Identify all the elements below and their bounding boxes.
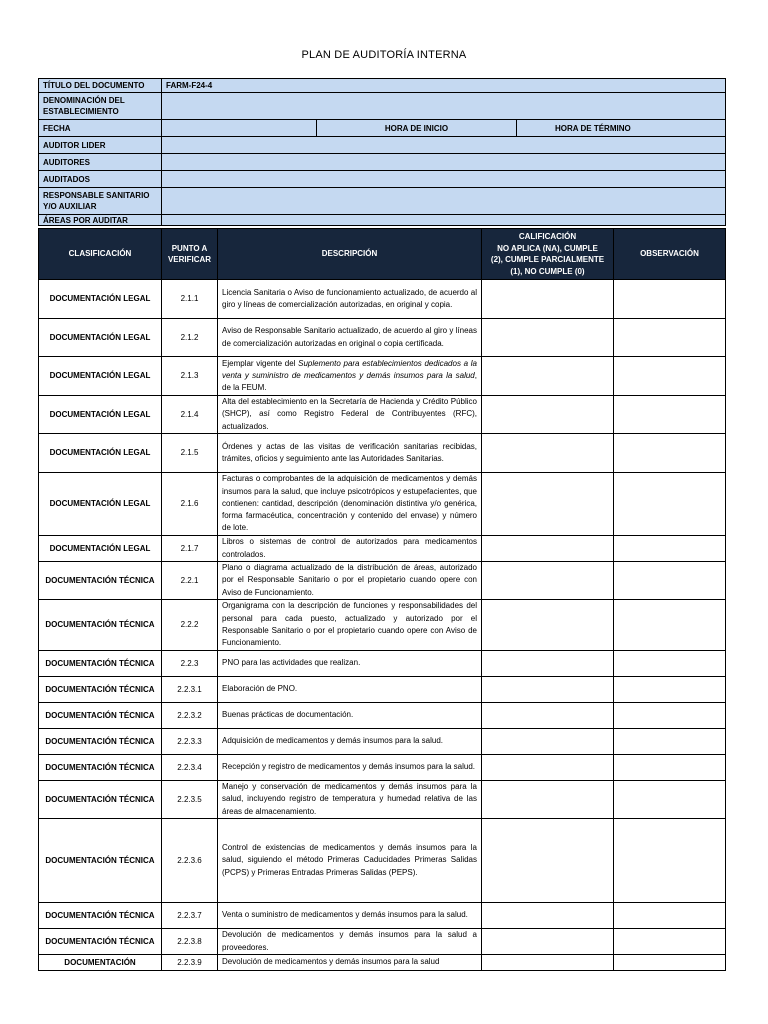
table-row bbox=[39, 755, 726, 781]
responsable-label: RESPONSABLE SANITARIO Y/O AUXILIAR bbox=[39, 188, 162, 215]
auditados-field[interactable] bbox=[162, 171, 726, 188]
row-observacion-cell[interactable] bbox=[614, 729, 726, 755]
row-calificacion-cell[interactable] bbox=[482, 903, 614, 929]
row-descripcion: PNO para las actividades que realizan. bbox=[218, 651, 482, 677]
row-observacion-cell[interactable] bbox=[614, 600, 726, 651]
row-calificacion-cell[interactable] bbox=[482, 562, 614, 600]
titulo-label: TÍTULO DEL DOCUMENTO bbox=[39, 79, 162, 93]
row-clasificacion: DOCUMENTACIÓN TÉCNICA bbox=[39, 600, 162, 651]
row-calificacion-cell[interactable] bbox=[482, 280, 614, 319]
auditados-label: AUDITADOS bbox=[39, 171, 162, 188]
row-punto: 2.2.3.3 bbox=[162, 729, 218, 755]
row-clasificacion: DOCUMENTACIÓN TÉCNICA bbox=[39, 819, 162, 903]
row-punto: 2.1.2 bbox=[162, 319, 218, 357]
row-observacion-cell[interactable] bbox=[614, 434, 726, 473]
checklist-header-row bbox=[39, 229, 726, 280]
row-punto: 2.1.3 bbox=[162, 357, 218, 396]
header-table bbox=[38, 78, 726, 226]
row-descripcion: Venta o suministro de medicamentos y demás insumos para la salud. bbox=[218, 903, 482, 929]
fecha-label: FECHA bbox=[39, 120, 162, 137]
row-observacion-cell[interactable] bbox=[614, 562, 726, 600]
row-clasificacion: DOCUMENTACIÓN LEGAL bbox=[39, 434, 162, 473]
table-row bbox=[39, 280, 726, 319]
auditor-lider-field[interactable] bbox=[162, 137, 726, 154]
row-clasificacion: DOCUMENTACIÓN TÉCNICA bbox=[39, 562, 162, 600]
row-punto: 2.2.3.5 bbox=[162, 781, 218, 819]
row-observacion-cell[interactable] bbox=[614, 781, 726, 819]
col-punto: PUNTO A VERIFICAR bbox=[162, 229, 218, 280]
row-observacion-cell[interactable] bbox=[614, 955, 726, 971]
table-row bbox=[39, 955, 726, 971]
hora-inicio-label: HORA DE INICIO bbox=[317, 120, 517, 137]
row-descripcion: Licencia Sanitaria o Aviso de funcionamiento actualizado, de acuerdo al giro y líneas de comercialización autorizadas, en original y copia. bbox=[218, 280, 482, 319]
header-row-areas bbox=[39, 215, 726, 226]
row-punto: 2.2.3.9 bbox=[162, 955, 218, 971]
titulo-value: FARM-F24-4 bbox=[162, 79, 726, 93]
row-punto: 2.2.2 bbox=[162, 600, 218, 651]
row-calificacion-cell[interactable] bbox=[482, 755, 614, 781]
row-calificacion-cell[interactable] bbox=[482, 677, 614, 703]
row-clasificacion: DOCUMENTACIÓN TÉCNICA bbox=[39, 703, 162, 729]
denominacion-label: DENOMINACIÓN DEL ESTABLECIMIENTO bbox=[39, 93, 162, 120]
auditores-field[interactable] bbox=[162, 154, 726, 171]
header-row-auditores bbox=[39, 154, 726, 171]
row-calificacion-cell[interactable] bbox=[482, 434, 614, 473]
row-calificacion-cell[interactable] bbox=[482, 955, 614, 971]
row-calificacion-cell[interactable] bbox=[482, 357, 614, 396]
table-row bbox=[39, 536, 726, 562]
table-row bbox=[39, 677, 726, 703]
table-row bbox=[39, 819, 726, 903]
row-clasificacion: DOCUMENTACIÓN LEGAL bbox=[39, 357, 162, 396]
table-row bbox=[39, 562, 726, 600]
row-clasificacion: DOCUMENTACIÓN TÉCNICA bbox=[39, 903, 162, 929]
row-punto: 2.2.3.1 bbox=[162, 677, 218, 703]
col-clasificacion: CLASIFICACIÓN bbox=[39, 229, 162, 280]
row-clasificacion: DOCUMENTACIÓN LEGAL bbox=[39, 536, 162, 562]
col-calificacion-line-2: NO APLICA (NA), CUMPLE bbox=[497, 243, 598, 253]
row-clasificacion: DOCUMENTACIÓN LEGAL bbox=[39, 319, 162, 357]
row-observacion-cell[interactable] bbox=[614, 357, 726, 396]
row-punto: 2.2.3.8 bbox=[162, 929, 218, 955]
row-observacion-cell[interactable] bbox=[614, 536, 726, 562]
table-row bbox=[39, 781, 726, 819]
row-calificacion-cell[interactable] bbox=[482, 929, 614, 955]
row-calificacion-cell[interactable] bbox=[482, 781, 614, 819]
row-punto: 2.1.1 bbox=[162, 280, 218, 319]
fecha-field[interactable] bbox=[162, 120, 317, 137]
row-descripcion: Devolución de medicamentos y demás insumos para la salud a proveedores. bbox=[218, 929, 482, 955]
table-row bbox=[39, 929, 726, 955]
row-calificacion-cell[interactable] bbox=[482, 396, 614, 434]
row-punto: 2.1.4 bbox=[162, 396, 218, 434]
row-observacion-cell[interactable] bbox=[614, 755, 726, 781]
row-descripcion: Aviso de Responsable Sanitario actualizado, de acuerdo al giro y líneas de comercialización autorizadas en original o copia certificada. bbox=[218, 319, 482, 357]
row-punto: 2.1.7 bbox=[162, 536, 218, 562]
hora-termino-label: HORA DE TÉRMINO bbox=[517, 120, 726, 137]
header-row-denominacion bbox=[39, 93, 726, 120]
row-descripcion: Manejo y conservación de medicamentos y demás insumos para la salud, incluyendo registro de temperatura y humedad relativa de las áreas de almacenamiento. bbox=[218, 781, 482, 819]
row-observacion-cell[interactable] bbox=[614, 819, 726, 903]
row-observacion-cell[interactable] bbox=[614, 396, 726, 434]
areas-field[interactable] bbox=[162, 215, 726, 226]
row-descripcion: Devolución de medicamentos y demás insumos para la salud bbox=[218, 955, 482, 971]
row-clasificacion: DOCUMENTACIÓN TÉCNICA bbox=[39, 755, 162, 781]
row-observacion-cell[interactable] bbox=[614, 651, 726, 677]
row-descripcion: Organigrama con la descripción de funciones y responsabilidades del personal para cada puesto, actualizado y autorizado por el Responsable Sanitario o por el propietario cuando opere con Aviso de Funcionamiento. bbox=[218, 600, 482, 651]
header-row-auditor-lider bbox=[39, 137, 726, 154]
row-clasificacion: DOCUMENTACIÓN bbox=[39, 955, 162, 971]
row-clasificacion: DOCUMENTACIÓN TÉCNICA bbox=[39, 929, 162, 955]
row-clasificacion: DOCUMENTACIÓN TÉCNICA bbox=[39, 781, 162, 819]
row-descripcion: Órdenes y actas de las visitas de verificación sanitarias recibidas, trámites, oficios y seguimiento ante las Autoridades Sanitarias. bbox=[218, 434, 482, 473]
table-row bbox=[39, 357, 726, 396]
row-clasificacion: DOCUMENTACIÓN TÉCNICA bbox=[39, 651, 162, 677]
row-observacion-cell[interactable] bbox=[614, 473, 726, 536]
row-observacion-cell[interactable] bbox=[614, 319, 726, 357]
row-observacion-cell[interactable] bbox=[614, 929, 726, 955]
table-row bbox=[39, 319, 726, 357]
row-calificacion-cell[interactable] bbox=[482, 600, 614, 651]
header-row-fecha bbox=[39, 120, 726, 137]
row-observacion-cell[interactable] bbox=[614, 903, 726, 929]
row-descripcion-part: Ejemplar vigente del bbox=[222, 358, 299, 368]
row-observacion-cell[interactable] bbox=[614, 677, 726, 703]
row-punto: 2.2.3 bbox=[162, 651, 218, 677]
header-row-auditados bbox=[39, 171, 726, 188]
denominacion-field[interactable] bbox=[162, 93, 726, 120]
table-row bbox=[39, 651, 726, 677]
table-row bbox=[39, 703, 726, 729]
row-clasificacion: DOCUMENTACIÓN LEGAL bbox=[39, 396, 162, 434]
row-descripcion-part: , de la FEUM. bbox=[222, 370, 477, 393]
col-calificacion-line-3: (2), CUMPLE PARCIALMENTE bbox=[490, 255, 605, 264]
table-row bbox=[39, 729, 726, 755]
row-descripcion: Libros o sistemas de control de autorizados para medicamentos controlados. bbox=[218, 536, 482, 562]
auditores-label: AUDITORES bbox=[39, 154, 162, 171]
responsable-field[interactable] bbox=[162, 188, 726, 215]
header-row-responsable bbox=[39, 188, 726, 215]
areas-label: ÁREAS POR AUDITAR bbox=[39, 215, 162, 226]
header-row-titulo bbox=[39, 79, 726, 93]
row-calificacion-cell[interactable] bbox=[482, 651, 614, 677]
row-clasificacion: DOCUMENTACIÓN TÉCNICA bbox=[39, 677, 162, 703]
row-descripcion: Plano o diagrama actualizado de la distribución de áreas, autorizado por el Responsable Sanitario o por el propietario cuando opere con Aviso de Funcionamiento. bbox=[218, 562, 482, 600]
row-descripcion: Elaboración de PNO. bbox=[218, 677, 482, 703]
table-row bbox=[39, 903, 726, 929]
row-clasificacion: DOCUMENTACIÓN LEGAL bbox=[39, 473, 162, 536]
col-observacion: OBSERVACIÓN bbox=[614, 229, 726, 280]
row-descripcion: Recepción y registro de medicamentos y demás insumos para la salud. bbox=[218, 755, 482, 781]
col-calificacion-line-1: CALIFICACIÓN bbox=[518, 232, 577, 241]
row-descripcion: Adquisición de medicamentos y demás insumos para la salud. bbox=[218, 729, 482, 755]
row-descripcion: Buenas prácticas de documentación. bbox=[218, 703, 482, 729]
col-descripcion: DESCRIPCIÓN bbox=[218, 229, 482, 280]
col-calificacion-line-4: (1), NO CUMPLE (0) bbox=[510, 266, 585, 276]
row-clasificacion: DOCUMENTACIÓN LEGAL bbox=[39, 280, 162, 319]
row-descripcion-italic: Suplemento para establecimientos dedicados a la venta y suministro de medicamentos y demás insumos para la salud bbox=[222, 358, 477, 380]
table-row bbox=[39, 600, 726, 651]
row-calificacion-cell[interactable] bbox=[482, 703, 614, 729]
row-descripcion: Alta del establecimiento en la Secretaría de Hacienda y Crédito Público (SHCP), así como Registro Federal de Contribuyentes (RFC), actualizados. bbox=[218, 396, 482, 434]
row-calificacion-cell[interactable] bbox=[482, 536, 614, 562]
row-punto: 2.2.3.2 bbox=[162, 703, 218, 729]
row-descripcion: Control de existencias de medicamentos y demás insumos para la salud, siguiendo el método Primeras Caducidades Primeras Salidas (PCPS) y Primeras Entradas Primeras Salidas (PEPS). bbox=[218, 819, 482, 903]
row-descripcion: Facturas o comprobantes de la adquisición de medicamentos y demás insumos para la salud, que incluye psicotrópicos y estupefacientes, que contienen: cantidad, descripción (denominación distintiva y/o genérica, forma farmacéutica, concentración y contenido del envase) y número de lote. bbox=[218, 473, 482, 536]
row-calificacion-cell[interactable] bbox=[482, 473, 614, 536]
row-observacion-cell[interactable] bbox=[614, 703, 726, 729]
table-row bbox=[39, 473, 726, 536]
document-title: PLAN DE AUDITORÍA INTERNA bbox=[301, 49, 467, 61]
row-punto: 2.2.1 bbox=[162, 562, 218, 600]
row-observacion-cell[interactable] bbox=[614, 280, 726, 319]
row-punto: 2.1.6 bbox=[162, 473, 218, 536]
row-descripcion bbox=[218, 357, 482, 396]
row-punto: 2.2.3.7 bbox=[162, 903, 218, 929]
table-row bbox=[39, 434, 726, 473]
row-calificacion-cell[interactable] bbox=[482, 319, 614, 357]
row-punto: 2.2.3.6 bbox=[162, 819, 218, 903]
row-calificacion-cell[interactable] bbox=[482, 729, 614, 755]
col-calificacion bbox=[482, 229, 614, 280]
row-punto: 2.1.5 bbox=[162, 434, 218, 473]
row-clasificacion: DOCUMENTACIÓN TÉCNICA bbox=[39, 729, 162, 755]
auditor-lider-label: AUDITOR LIDER bbox=[39, 137, 162, 154]
table-row bbox=[39, 396, 726, 434]
checklist-table bbox=[38, 228, 726, 971]
row-punto: 2.2.3.4 bbox=[162, 755, 218, 781]
row-calificacion-cell[interactable] bbox=[482, 819, 614, 903]
